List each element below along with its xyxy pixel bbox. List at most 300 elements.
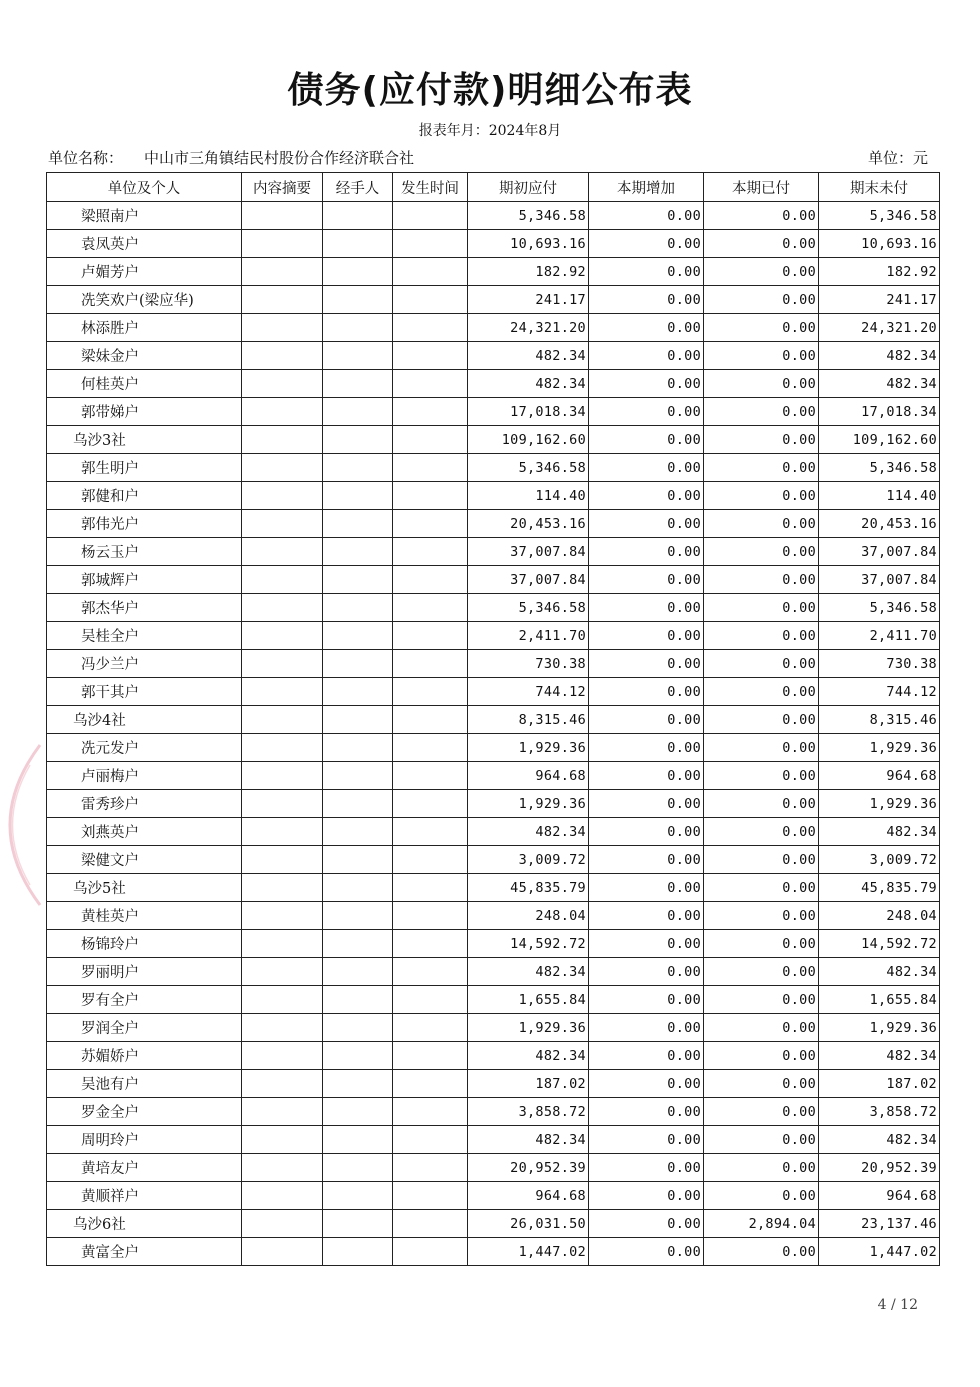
- cell-date: [393, 230, 468, 258]
- cell-increase: 0.00: [589, 230, 704, 258]
- cell-paid: 0.00: [704, 482, 819, 510]
- cell-paid: 0.00: [704, 286, 819, 314]
- col-header-date: 发生时间: [393, 173, 468, 202]
- unit-name-label: 单位名称：: [48, 149, 124, 167]
- cell-closing: 482.34: [819, 342, 940, 370]
- cell-opening: 241.17: [468, 286, 589, 314]
- cell-date: [393, 314, 468, 342]
- cell-handler: [323, 1042, 393, 1070]
- cell-closing: 20,952.39: [819, 1154, 940, 1182]
- cell-summary: [242, 762, 323, 790]
- cell-date: [393, 818, 468, 846]
- cell-opening: 10,693.16: [468, 230, 589, 258]
- cell-increase: 0.00: [589, 1070, 704, 1098]
- cell-closing: 3,858.72: [819, 1098, 940, 1126]
- table-row: [47, 1070, 940, 1098]
- table-row: [47, 454, 940, 482]
- cell-handler: [323, 1098, 393, 1126]
- cell-summary: [242, 426, 323, 454]
- cell-summary: [242, 1042, 323, 1070]
- cell-closing: 482.34: [819, 1042, 940, 1070]
- cell-closing: 3,009.72: [819, 846, 940, 874]
- cell-summary: [242, 1070, 323, 1098]
- cell-name: 郭带娣户: [47, 398, 242, 426]
- cell-opening: 2,411.70: [468, 622, 589, 650]
- cell-increase: 0.00: [589, 1014, 704, 1042]
- cell-increase: 0.00: [589, 398, 704, 426]
- cell-closing: 37,007.84: [819, 566, 940, 594]
- table-row: [47, 1014, 940, 1042]
- cell-opening: 20,453.16: [468, 510, 589, 538]
- cell-opening: 5,346.58: [468, 202, 589, 230]
- cell-name: 黄顺祥户: [47, 1182, 242, 1210]
- cell-paid: 0.00: [704, 426, 819, 454]
- col-header-increase: 本期增加: [589, 173, 704, 202]
- table-row: [47, 846, 940, 874]
- cell-handler: [323, 1154, 393, 1182]
- cell-handler: [323, 790, 393, 818]
- cell-handler: [323, 314, 393, 342]
- col-header-closing: 期末未付: [819, 173, 940, 202]
- cell-name: 杨锦玲户: [47, 930, 242, 958]
- col-header-handler: 经手人: [323, 173, 393, 202]
- cell-increase: 0.00: [589, 818, 704, 846]
- table-row: [47, 1042, 940, 1070]
- cell-handler: [323, 958, 393, 986]
- cell-summary: [242, 202, 323, 230]
- cell-date: [393, 1210, 468, 1238]
- cell-summary: [242, 930, 323, 958]
- cell-name: 刘燕英户: [47, 818, 242, 846]
- cell-name: 苏媚娇户: [47, 1042, 242, 1070]
- cell-increase: 0.00: [589, 1210, 704, 1238]
- cell-closing: 109,162.60: [819, 426, 940, 454]
- cell-opening: 1,655.84: [468, 986, 589, 1014]
- table-row: [47, 426, 940, 454]
- cell-opening: 482.34: [468, 342, 589, 370]
- cell-paid: 0.00: [704, 650, 819, 678]
- cell-name: 袁凤英户: [47, 230, 242, 258]
- cell-paid: 0.00: [704, 622, 819, 650]
- cell-increase: 0.00: [589, 678, 704, 706]
- cell-handler: [323, 734, 393, 762]
- cell-opening: 5,346.58: [468, 454, 589, 482]
- cell-summary: [242, 314, 323, 342]
- cell-opening: 1,929.36: [468, 1014, 589, 1042]
- report-period: 报表年月：2024年8月: [418, 123, 562, 139]
- cell-closing: 964.68: [819, 1182, 940, 1210]
- cell-summary: [242, 678, 323, 706]
- cell-summary: [242, 1154, 323, 1182]
- cell-name: 罗润全户: [47, 1014, 242, 1042]
- cell-summary: [242, 1238, 323, 1266]
- cell-date: [393, 1098, 468, 1126]
- cell-handler: [323, 650, 393, 678]
- cell-closing: 37,007.84: [819, 538, 940, 566]
- cell-date: [393, 1126, 468, 1154]
- cell-summary: [242, 286, 323, 314]
- table-row: [47, 482, 940, 510]
- cell-date: [393, 986, 468, 1014]
- cell-opening: 14,592.72: [468, 930, 589, 958]
- cell-summary: [242, 370, 323, 398]
- cell-paid: 0.00: [704, 202, 819, 230]
- cell-paid: 0.00: [704, 230, 819, 258]
- cell-handler: [323, 398, 393, 426]
- cell-paid: 0.00: [704, 762, 819, 790]
- table-row: [47, 902, 940, 930]
- cell-closing: 248.04: [819, 902, 940, 930]
- cell-opening: 482.34: [468, 1042, 589, 1070]
- cell-summary: [242, 454, 323, 482]
- cell-handler: [323, 1014, 393, 1042]
- cell-opening: 37,007.84: [468, 538, 589, 566]
- cell-handler: [323, 426, 393, 454]
- cell-paid: 0.00: [704, 1098, 819, 1126]
- cell-handler: [323, 230, 393, 258]
- cell-summary: [242, 734, 323, 762]
- table-row: [47, 1182, 940, 1210]
- cell-paid: 0.00: [704, 930, 819, 958]
- table-row: [47, 314, 940, 342]
- cell-paid: 0.00: [704, 370, 819, 398]
- cell-summary: [242, 874, 323, 902]
- cell-opening: 482.34: [468, 370, 589, 398]
- col-header-opening: 期初应付: [468, 173, 589, 202]
- col-header-paid: 本期已付: [704, 173, 819, 202]
- cell-closing: 1,655.84: [819, 986, 940, 1014]
- cell-opening: 744.12: [468, 678, 589, 706]
- cell-date: [393, 566, 468, 594]
- cell-summary: [242, 566, 323, 594]
- cell-closing: 482.34: [819, 1126, 940, 1154]
- cell-paid: 0.00: [704, 818, 819, 846]
- cell-increase: 0.00: [589, 650, 704, 678]
- cell-handler: [323, 594, 393, 622]
- cell-closing: 1,929.36: [819, 790, 940, 818]
- cell-summary: [242, 1098, 323, 1126]
- cell-name: 郭生明户: [47, 454, 242, 482]
- cell-paid: 0.00: [704, 1182, 819, 1210]
- cell-name: 冼笑欢户(梁应华): [47, 286, 242, 314]
- table-row: [47, 958, 940, 986]
- cell-increase: 0.00: [589, 734, 704, 762]
- cell-handler: [323, 510, 393, 538]
- cell-increase: 0.00: [589, 902, 704, 930]
- cell-closing: 241.17: [819, 286, 940, 314]
- cell-date: [393, 734, 468, 762]
- cell-increase: 0.00: [589, 482, 704, 510]
- cell-date: [393, 538, 468, 566]
- cell-handler: [323, 622, 393, 650]
- cell-opening: 20,952.39: [468, 1154, 589, 1182]
- cell-name: 郭伟光户: [47, 510, 242, 538]
- cell-opening: 482.34: [468, 958, 589, 986]
- cell-handler: [323, 706, 393, 734]
- cell-handler: [323, 1210, 393, 1238]
- cell-handler: [323, 202, 393, 230]
- table-row: [47, 622, 940, 650]
- table-row: [47, 650, 940, 678]
- cell-paid: 0.00: [704, 1014, 819, 1042]
- cell-name: 吴池有户: [47, 1070, 242, 1098]
- cell-handler: [323, 286, 393, 314]
- cell-summary: [242, 538, 323, 566]
- cell-name: 冼元发户: [47, 734, 242, 762]
- cell-closing: 730.38: [819, 650, 940, 678]
- cell-handler: [323, 370, 393, 398]
- cell-closing: 482.34: [819, 818, 940, 846]
- currency-unit: 单位：元: [867, 149, 928, 167]
- cell-paid: 0.00: [704, 958, 819, 986]
- cell-date: [393, 902, 468, 930]
- cell-summary: [242, 706, 323, 734]
- cell-opening: 248.04: [468, 902, 589, 930]
- table-header-row: [47, 173, 940, 202]
- cell-handler: [323, 818, 393, 846]
- cell-increase: 0.00: [589, 566, 704, 594]
- cell-name: 黄培友户: [47, 1154, 242, 1182]
- table-row: [47, 1238, 940, 1266]
- table-row: [47, 510, 940, 538]
- cell-increase: 0.00: [589, 1042, 704, 1070]
- cell-increase: 0.00: [589, 286, 704, 314]
- cell-closing: 8,315.46: [819, 706, 940, 734]
- table-row: [47, 1126, 940, 1154]
- cell-name: 卢丽梅户: [47, 762, 242, 790]
- cell-opening: 17,018.34: [468, 398, 589, 426]
- table-row: [47, 258, 940, 286]
- cell-paid: 0.00: [704, 986, 819, 1014]
- cell-opening: 964.68: [468, 762, 589, 790]
- cell-date: [393, 454, 468, 482]
- table-row: [47, 538, 940, 566]
- table-row: [47, 678, 940, 706]
- cell-summary: [242, 482, 323, 510]
- cell-closing: 1,929.36: [819, 734, 940, 762]
- cell-date: [393, 1042, 468, 1070]
- cell-name: 乌沙4社: [47, 706, 242, 734]
- cell-opening: 26,031.50: [468, 1210, 589, 1238]
- cell-name: 吴桂全户: [47, 622, 242, 650]
- cell-increase: 0.00: [589, 370, 704, 398]
- cell-increase: 0.00: [589, 1126, 704, 1154]
- cell-paid: 0.00: [704, 706, 819, 734]
- cell-date: [393, 258, 468, 286]
- cell-paid: 0.00: [704, 314, 819, 342]
- cell-increase: 0.00: [589, 874, 704, 902]
- cell-summary: [242, 1126, 323, 1154]
- cell-closing: 182.92: [819, 258, 940, 286]
- cell-opening: 482.34: [468, 818, 589, 846]
- page-number: 4 / 12: [877, 1297, 918, 1313]
- cell-handler: [323, 1126, 393, 1154]
- cell-increase: 0.00: [589, 454, 704, 482]
- cell-summary: [242, 902, 323, 930]
- cell-date: [393, 1154, 468, 1182]
- cell-increase: 0.00: [589, 846, 704, 874]
- cell-paid: 0.00: [704, 1070, 819, 1098]
- cell-date: [393, 1238, 468, 1266]
- table-row: [47, 1098, 940, 1126]
- cell-increase: 0.00: [589, 342, 704, 370]
- cell-increase: 0.00: [589, 538, 704, 566]
- cell-closing: 1,929.36: [819, 1014, 940, 1042]
- cell-date: [393, 482, 468, 510]
- table-row: [47, 930, 940, 958]
- cell-handler: [323, 846, 393, 874]
- cell-date: [393, 622, 468, 650]
- cell-closing: 2,411.70: [819, 622, 940, 650]
- cell-paid: 0.00: [704, 398, 819, 426]
- cell-handler: [323, 482, 393, 510]
- cell-date: [393, 762, 468, 790]
- cell-paid: 0.00: [704, 846, 819, 874]
- cell-handler: [323, 874, 393, 902]
- cell-summary: [242, 622, 323, 650]
- table-row: [47, 734, 940, 762]
- cell-date: [393, 706, 468, 734]
- cell-opening: 964.68: [468, 1182, 589, 1210]
- cell-date: [393, 846, 468, 874]
- cell-summary: [242, 986, 323, 1014]
- cell-name: 周明玲户: [47, 1126, 242, 1154]
- table-row: [47, 874, 940, 902]
- table-row: [47, 1154, 940, 1182]
- cell-handler: [323, 986, 393, 1014]
- cell-opening: 3,009.72: [468, 846, 589, 874]
- cell-handler: [323, 1070, 393, 1098]
- cell-summary: [242, 594, 323, 622]
- cell-paid: 0.00: [704, 1126, 819, 1154]
- table-row: [47, 594, 940, 622]
- cell-closing: 964.68: [819, 762, 940, 790]
- cell-increase: 0.00: [589, 986, 704, 1014]
- cell-date: [393, 594, 468, 622]
- cell-closing: 24,321.20: [819, 314, 940, 342]
- cell-opening: 109,162.60: [468, 426, 589, 454]
- cell-date: [393, 342, 468, 370]
- cell-name: 乌沙5社: [47, 874, 242, 902]
- table-row: [47, 1210, 940, 1238]
- cell-opening: 1,929.36: [468, 734, 589, 762]
- cell-handler: [323, 902, 393, 930]
- cell-summary: [242, 510, 323, 538]
- cell-date: [393, 286, 468, 314]
- cell-increase: 0.00: [589, 426, 704, 454]
- cell-increase: 0.00: [589, 258, 704, 286]
- cell-opening: 5,346.58: [468, 594, 589, 622]
- cell-increase: 0.00: [589, 510, 704, 538]
- cell-handler: [323, 342, 393, 370]
- cell-name: 雷秀珍户: [47, 790, 242, 818]
- cell-date: [393, 678, 468, 706]
- cell-paid: 0.00: [704, 734, 819, 762]
- cell-closing: 744.12: [819, 678, 940, 706]
- cell-name: 何桂英户: [47, 370, 242, 398]
- cell-increase: 0.00: [589, 314, 704, 342]
- table-row: [47, 566, 940, 594]
- cell-closing: 20,453.16: [819, 510, 940, 538]
- cell-name: 黄富全户: [47, 1238, 242, 1266]
- payables-table: [46, 172, 940, 1266]
- cell-closing: 482.34: [819, 370, 940, 398]
- cell-paid: 0.00: [704, 1042, 819, 1070]
- cell-summary: [242, 230, 323, 258]
- cell-handler: [323, 678, 393, 706]
- cell-summary: [242, 258, 323, 286]
- cell-name: 乌沙3社: [47, 426, 242, 454]
- cell-date: [393, 1014, 468, 1042]
- table-row: [47, 818, 940, 846]
- table-row: [47, 230, 940, 258]
- cell-paid: 0.00: [704, 594, 819, 622]
- cell-increase: 0.00: [589, 762, 704, 790]
- cell-increase: 0.00: [589, 594, 704, 622]
- cell-increase: 0.00: [589, 1098, 704, 1126]
- cell-name: 郭杰华户: [47, 594, 242, 622]
- col-header-summary: 内容摘要: [242, 173, 323, 202]
- table-row: [47, 342, 940, 370]
- cell-name: 梁照南户: [47, 202, 242, 230]
- cell-opening: 730.38: [468, 650, 589, 678]
- cell-summary: [242, 1182, 323, 1210]
- cell-summary: [242, 342, 323, 370]
- cell-handler: [323, 762, 393, 790]
- cell-summary: [242, 818, 323, 846]
- cell-name: 郭健和户: [47, 482, 242, 510]
- cell-closing: 5,346.58: [819, 454, 940, 482]
- cell-increase: 0.00: [589, 790, 704, 818]
- table-row: [47, 370, 940, 398]
- unit-name-value: 中山市三角镇结民村股份合作经济联合社: [144, 149, 415, 167]
- cell-name: 冯少兰户: [47, 650, 242, 678]
- cell-increase: 0.00: [589, 706, 704, 734]
- cell-handler: [323, 930, 393, 958]
- cell-handler: [323, 1182, 393, 1210]
- table-row: [47, 986, 940, 1014]
- cell-closing: 10,693.16: [819, 230, 940, 258]
- cell-handler: [323, 1238, 393, 1266]
- cell-closing: 45,835.79: [819, 874, 940, 902]
- cell-name: 梁妹金户: [47, 342, 242, 370]
- cell-date: [393, 1182, 468, 1210]
- cell-date: [393, 650, 468, 678]
- cell-summary: [242, 1210, 323, 1238]
- cell-closing: 114.40: [819, 482, 940, 510]
- cell-name: 罗丽明户: [47, 958, 242, 986]
- cell-name: 卢媚芳户: [47, 258, 242, 286]
- cell-summary: [242, 1014, 323, 1042]
- cell-opening: 482.34: [468, 1126, 589, 1154]
- table-row: [47, 286, 940, 314]
- cell-closing: 17,018.34: [819, 398, 940, 426]
- cell-date: [393, 370, 468, 398]
- table-row: [47, 706, 940, 734]
- cell-opening: 45,835.79: [468, 874, 589, 902]
- cell-closing: 14,592.72: [819, 930, 940, 958]
- cell-paid: 0.00: [704, 566, 819, 594]
- cell-summary: [242, 790, 323, 818]
- cell-closing: 482.34: [819, 958, 940, 986]
- table-row: [47, 398, 940, 426]
- col-header-unit: 单位及个人: [47, 173, 242, 202]
- cell-handler: [323, 258, 393, 286]
- cell-summary: [242, 398, 323, 426]
- cell-name: 黄桂英户: [47, 902, 242, 930]
- cell-paid: 0.00: [704, 1238, 819, 1266]
- cell-increase: 0.00: [589, 202, 704, 230]
